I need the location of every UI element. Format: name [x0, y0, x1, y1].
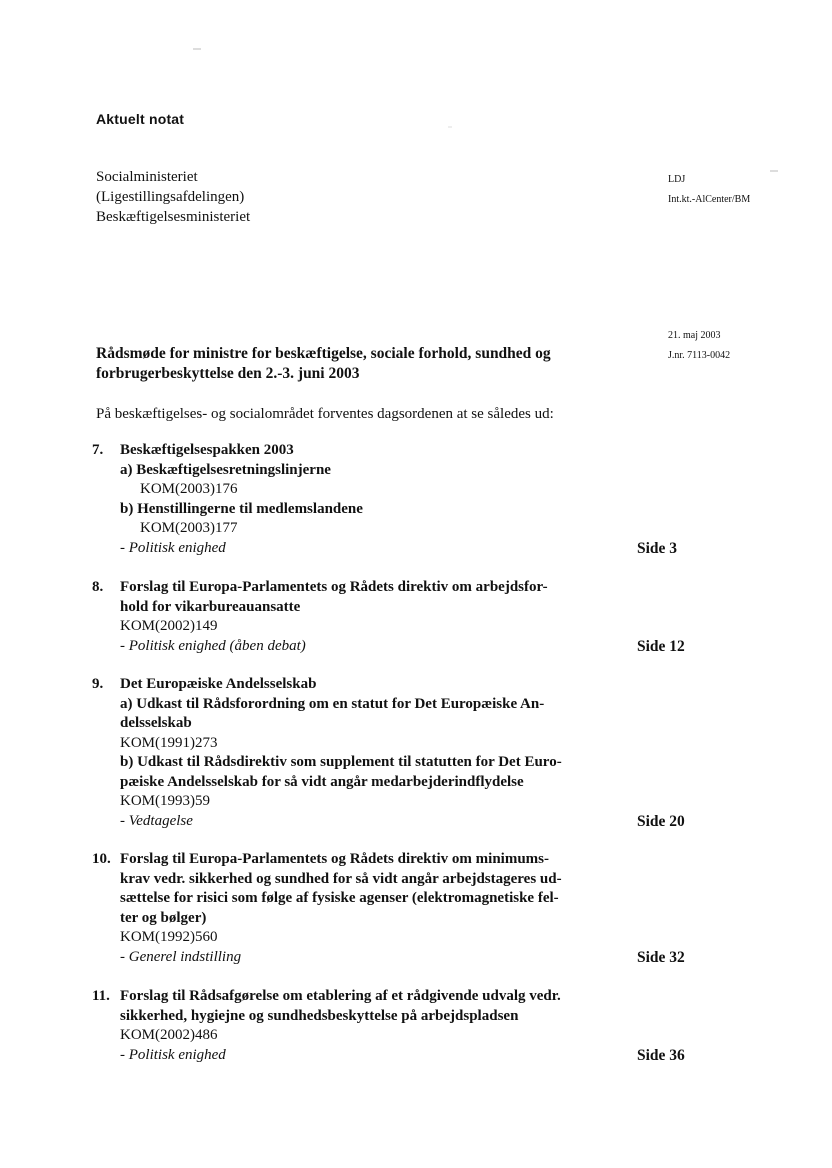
item-number: 10.: [92, 851, 111, 867]
item-heading: hold for vikarbureauansatte: [120, 598, 301, 615]
item-page-ref: Side 3: [637, 539, 678, 557]
sender-line: (Ligestillingsafdelingen): [96, 189, 245, 205]
intro-text: På beskæftigelses- og socialområdet forventes dagsordenen at se således ud:: [96, 406, 554, 422]
meta-block-date: [668, 326, 730, 366]
document-title: Rådsmøde for ministre for beskæftigelse, sociale forhold, sundhed og forbrugerbeskyttelse den 2.-3. juni 2003: [96, 345, 551, 382]
sender-line: Beskæftigelsesministeriet: [96, 209, 251, 225]
item-ref-b: KOM(2003)177: [140, 520, 238, 536]
item-heading: ter og bølger): [120, 909, 207, 926]
date: 21. maj 2003: [668, 330, 721, 341]
agenda-item-9: [92, 675, 712, 831]
item-number: 9.: [92, 676, 104, 692]
internal-contact: Int.kt.-AlCenter/BM: [668, 194, 751, 205]
item-page-ref: Side 32: [637, 948, 685, 966]
sender-line: Socialministeriet: [96, 169, 198, 185]
item-ref: KOM(2002)486: [120, 1027, 218, 1043]
item-status: - Vedtagelse: [120, 812, 193, 829]
item-heading: Beskæftigelsespakken 2003: [120, 442, 294, 458]
item-heading: Forslag til Europa-Parlamentets og Rådets direktiv om arbejdsfor-: [120, 579, 548, 595]
item-sub-a: a) Udkast til Rådsforordning om en statut for Det Europæiske An-: [120, 695, 545, 712]
item-sub-b: b) Udkast til Rådsdirektiv som supplement til statutten for Det Euro-: [120, 754, 562, 770]
item-status: - Generel indstilling: [120, 948, 242, 965]
item-sub-a: a) Beskæftigelsesretningslinjerne: [120, 461, 331, 478]
item-ref: KOM(1992)560: [120, 929, 218, 945]
item-ref-b: KOM(1993)59: [120, 793, 210, 809]
item-ref-a: KOM(2003)176: [140, 481, 238, 497]
item-number: 8.: [92, 579, 104, 595]
item-heading: Det Europæiske Andelsselskab: [120, 676, 317, 692]
item-status: - Politisk enighed: [120, 1046, 226, 1063]
sender-block: [96, 167, 250, 227]
item-heading: Forslag til Europa-Parlamentets og Rådets direktiv om minimums-: [120, 851, 550, 867]
item-heading: sættelse for risici som følge af fysiske agenser (elektromagnetiske fel-: [120, 890, 559, 906]
item-sub-b: pæiske Andelsselskab for så vidt angår medarbejderindflydelse: [120, 773, 524, 790]
item-ref-a: KOM(1991)273: [120, 734, 218, 751]
item-heading: Forslag til Rådsafgørelse om etablering af et rådgivende udvalg vedr.: [120, 988, 561, 1004]
item-status: - Politisk enighed: [120, 539, 226, 556]
item-page-ref: Side 36: [637, 1046, 685, 1064]
initials: LDJ: [668, 174, 686, 185]
item-ref: KOM(2002)149: [120, 618, 218, 634]
item-sub-b: b) Henstillingerne til medlemslandene: [120, 500, 363, 517]
document-type-label: Aktuelt notat: [96, 111, 185, 127]
agenda-item-10: [92, 850, 712, 967]
item-heading: sikkerhed, hygiejne og sundhedsbeskyttelse på arbejdspladsen: [120, 1007, 519, 1024]
item-heading: krav vedr. sikkerhed og sundhed for så vidt angår arbejdstageres ud-: [120, 870, 562, 887]
agenda-item-11: [92, 987, 712, 1065]
item-sub-a: delsselskab: [120, 715, 192, 731]
agenda-item-7: [92, 441, 712, 558]
journal-number: J.nr. 7113-0042: [668, 350, 731, 361]
agenda-item-8: [92, 578, 712, 656]
item-page-ref: Side 12: [637, 637, 685, 655]
item-page-ref: Side 20: [637, 812, 685, 830]
item-status: - Politisk enighed (åben debat): [120, 637, 306, 654]
meta-block-top: [668, 170, 750, 210]
item-number: 7.: [92, 442, 104, 458]
item-number: 11.: [92, 988, 110, 1004]
